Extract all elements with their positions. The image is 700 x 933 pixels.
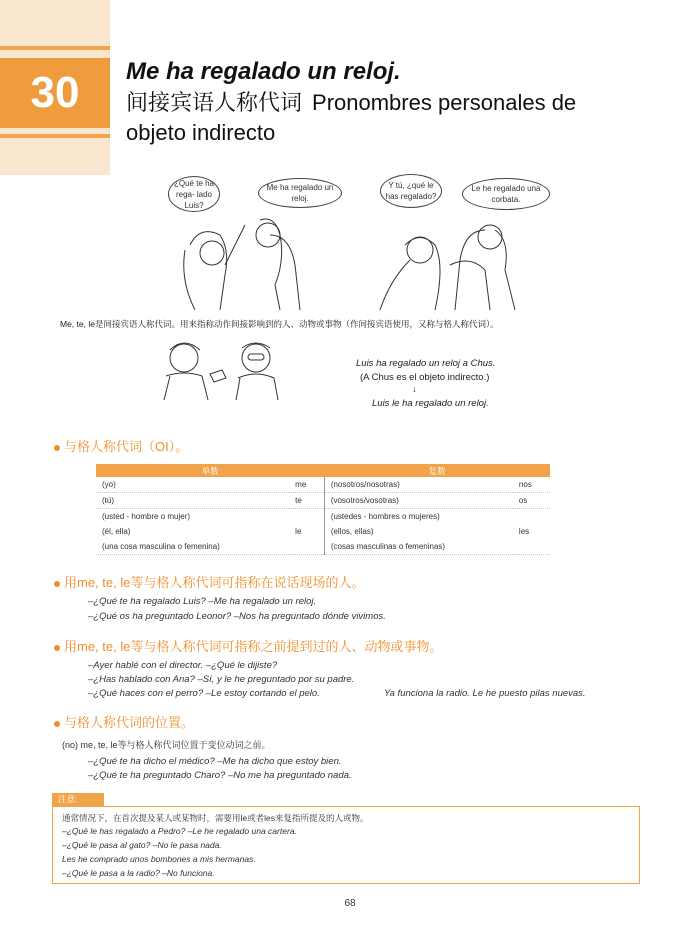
bullet-icon	[54, 581, 60, 587]
gift-illustration	[148, 336, 298, 400]
table-header: 复数	[324, 464, 550, 477]
example-line: Ya funciona la radio. Le he puesto pilas nuevas.	[384, 688, 586, 699]
page-number: 68	[344, 898, 356, 909]
table-cell: me	[289, 477, 324, 493]
section-heading	[54, 436, 188, 455]
example-line: –Ayer hablé con el director. –¿Qué le dijiste?	[88, 660, 278, 671]
pronoun-table	[96, 464, 550, 555]
table-cell: (nosotros/nosotras)	[324, 477, 513, 493]
speech-bubble: Le he regalado una corbata.	[462, 178, 550, 210]
table-header: 单数	[96, 464, 324, 477]
note-line: Les he comprado unos bombones a mis hermanas.	[62, 854, 256, 864]
arrow-down-icon: ↓	[412, 384, 417, 395]
header-stripe	[0, 134, 110, 138]
section-heading-text: 与格人称代词的位置。	[64, 715, 195, 730]
speech-bubble: Me ha regalado un reloj.	[258, 178, 342, 208]
table-cell: (él, ella)	[102, 527, 131, 536]
table-cell: (yo)	[96, 477, 289, 493]
table-row	[96, 493, 550, 509]
note-tag: 注意:	[52, 793, 104, 806]
rule-text: (no) me, te, le等与格人称代词位置于变位动词之前。	[62, 740, 271, 750]
section-heading	[54, 636, 442, 655]
table-cell: (ustedes - hombres o mujeres)	[330, 512, 440, 521]
page-subtitle	[126, 88, 666, 148]
table-cell: (cosas masculinas o femeninas)	[324, 539, 513, 555]
example-note: (A Chus es el objeto indirecto.)	[360, 372, 490, 383]
table-row	[96, 524, 550, 539]
table-cell: (ellos, ellas)	[330, 527, 374, 536]
table-cell: (una cosa masculina o femenina)	[96, 539, 289, 555]
section-heading	[54, 712, 194, 731]
table-cell: (vosotros/vosotras)	[324, 493, 513, 509]
page-title: Me ha regalado un reloj.	[126, 58, 401, 85]
section-heading-text: 用me, te, le等与格人称代词可指称在说话现场的人。	[64, 575, 365, 590]
table-cell	[513, 509, 550, 525]
speech-bubble: Y tú, ¿qué le has regalado?	[380, 174, 442, 208]
table-cell: nos	[513, 477, 550, 493]
chapter-number: 30	[0, 58, 110, 128]
example-sentence-transformed: Luis le ha regalado un reloj.	[372, 398, 489, 409]
example-line: –¿Qué te ha regalado Luis? –Me ha regalado un reloj.	[88, 596, 317, 607]
example-line: –¿Has hablado con Ana? –Sí, y le he preguntado por su padre.	[88, 674, 355, 685]
table-cell: les	[518, 527, 530, 536]
table-cell	[289, 539, 324, 555]
table-cell: te	[289, 493, 324, 509]
bullet-icon	[54, 445, 60, 451]
example-sentence: Luis ha regalado un reloj a Chus.	[356, 358, 496, 369]
section-heading-text: 与格人称代词（OI）。	[64, 439, 189, 454]
example-line: –¿Qué te ha preguntado Charo? –No me ha preguntado nada.	[88, 770, 352, 781]
subtitle-es-2: objeto indirecto	[126, 120, 276, 145]
intro-text: Me, te, le是间接宾语人称代词。用来指称动作间接影响到的人、动物或事物（作间接宾语使用，又称与格人称代词）。	[60, 319, 499, 329]
section-heading	[54, 572, 364, 591]
subtitle-zh: 间接宾语人称代词	[126, 90, 303, 115]
table-row	[96, 477, 550, 493]
example-line: –¿Qué te ha dicho el médico? –Me ha dicho que estoy bien.	[88, 756, 342, 767]
section-heading-text: 用me, te, le等与格人称代词可指称之前提到过的人、动物或事物。	[64, 639, 443, 654]
subtitle-es: Pronombres personales de	[312, 90, 577, 115]
table-cell: os	[513, 493, 550, 509]
header-stripe	[0, 46, 110, 50]
note-line: –¿Qué le has regalado a Pedro? –Le he regalado una cartera.	[62, 826, 297, 836]
bullet-icon	[54, 721, 60, 727]
table-cell: le	[289, 524, 324, 539]
table-cell	[289, 509, 324, 525]
example-line: –¿Qué os ha preguntado Leonor? –Nos ha preguntado dónde vivimos.	[88, 611, 386, 622]
table-cell	[513, 539, 550, 555]
note-line: 通常情况下，在首次提及某人或某物时，需要用le或者les来复指所提及的人或物。	[62, 813, 369, 823]
speech-bubble: ¿Qué te ha rega- lado Luis?	[168, 176, 220, 212]
table-cell: (usted - hombre o mujer)	[102, 512, 191, 521]
table-row	[96, 509, 550, 525]
note-line: –¿Qué le pasa a la radio? –No funciona.	[62, 868, 215, 878]
note-line: –¿Qué le pasa al gato? –No le pasa nada.	[62, 840, 222, 850]
bullet-icon	[54, 645, 60, 651]
table-row	[96, 539, 550, 555]
table-cell: (tú)	[96, 493, 289, 509]
example-line: –¿Qué haces con el perro? –Le estoy cortando el pelo.	[88, 688, 320, 699]
